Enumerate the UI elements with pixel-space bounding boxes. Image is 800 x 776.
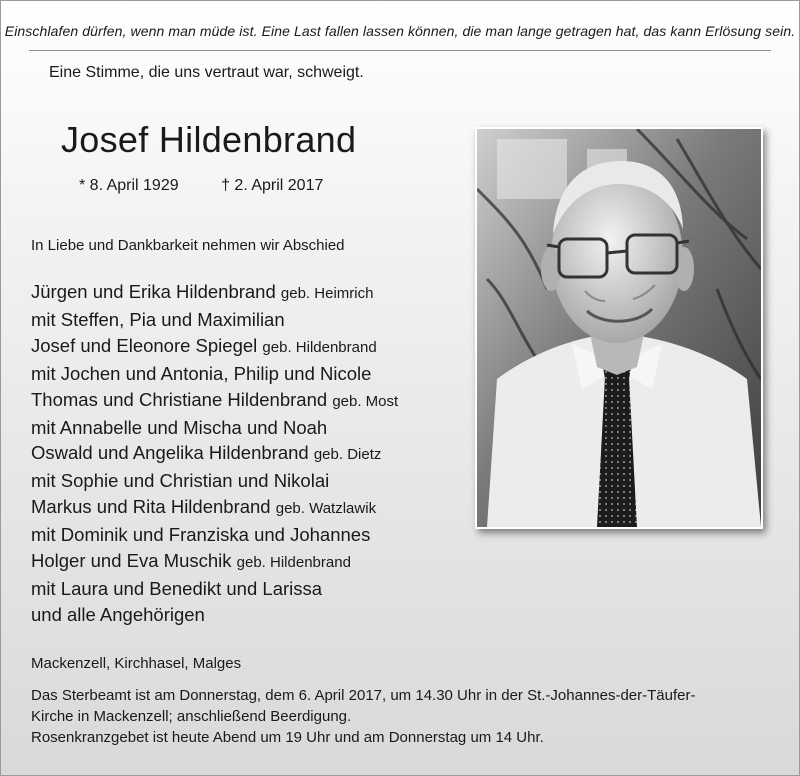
- family-names: und alle Angehörigen: [31, 603, 205, 625]
- maiden-name: geb. Dietz: [313, 446, 382, 464]
- family-names: Oswald und Angelika Hildenbrand: [31, 442, 309, 464]
- family-names: mit Jochen und Antonia, Philip und Nicole: [31, 362, 372, 384]
- family-line: [31, 415, 398, 441]
- service-line: Kirche in Mackenzell; anschließend Beerdigung.: [31, 708, 352, 725]
- family-names: mit Sophie und Christian und Nikolai: [31, 470, 330, 492]
- family-names: mit Steffen, Pia und Maximilian: [31, 308, 285, 330]
- family-names: Josef und Eleonore Spiegel: [31, 334, 258, 356]
- birth-date: * 8. April 1929: [79, 177, 179, 194]
- family-line: [31, 494, 398, 522]
- maiden-name: geb. Watzlawik: [275, 500, 377, 518]
- family-line: [31, 522, 398, 548]
- family-line: [31, 307, 398, 333]
- death-date: † 2. April 2017: [221, 177, 324, 194]
- family-names: Thomas und Christiane Hildenbrand: [31, 388, 328, 410]
- family-line: [31, 279, 398, 307]
- maiden-name: geb. Hildenbrand: [262, 338, 377, 356]
- portrait-photo: [475, 127, 763, 529]
- family-list: [31, 279, 398, 628]
- family-line: [31, 440, 398, 468]
- family-names: Markus und Rita Hildenbrand: [31, 496, 271, 518]
- family-line: [31, 602, 398, 628]
- quote: Einschlafen dürfen, wenn man müde ist. Eine Last fallen lassen können, die man lange getragen hat, das kann Erlösung sein.: [4, 23, 796, 39]
- portrait-photo-icon: [477, 129, 761, 527]
- family-line: [31, 468, 398, 494]
- family-line: [31, 548, 398, 576]
- divider: [29, 50, 771, 51]
- service-info: [31, 685, 781, 748]
- farewell-intro: In Liebe und Dankbarkeit nehmen wir Abschied: [31, 237, 345, 254]
- maiden-name: geb. Heimrich: [280, 285, 374, 302]
- family-names: mit Annabelle und Mischa und Noah: [31, 416, 328, 438]
- family-line: [31, 361, 398, 387]
- service-line: Das Sterbeamt ist am Donnerstag, dem 6. April 2017, um 14.30 Uhr in der St.-Johannes-der-Täufer-: [31, 687, 696, 704]
- family-names: mit Laura und Benedikt und Larissa: [31, 577, 323, 599]
- maiden-name: geb. Hildenbrand: [236, 554, 351, 572]
- rosary-line: Rosenkranzgebet ist heute Abend um 19 Uhr und am Donnerstag um 14 Uhr.: [31, 729, 544, 746]
- deceased-name: Josef Hildenbrand: [61, 119, 357, 160]
- motto: Eine Stimme, die uns vertraut war, schweigt.: [49, 64, 364, 81]
- family-line: [31, 576, 398, 602]
- places: Mackenzell, Kirchhasel, Malges: [31, 655, 242, 672]
- life-dates: [79, 177, 323, 195]
- family-names: Holger und Eva Muschik: [31, 550, 232, 572]
- maiden-name: geb. Most: [332, 392, 399, 410]
- family-names: mit Dominik und Franziska und Johannes: [31, 524, 371, 546]
- family-names: Jürgen und Erika Hildenbrand: [31, 281, 276, 302]
- family-line: [31, 333, 398, 361]
- family-line: [31, 387, 398, 415]
